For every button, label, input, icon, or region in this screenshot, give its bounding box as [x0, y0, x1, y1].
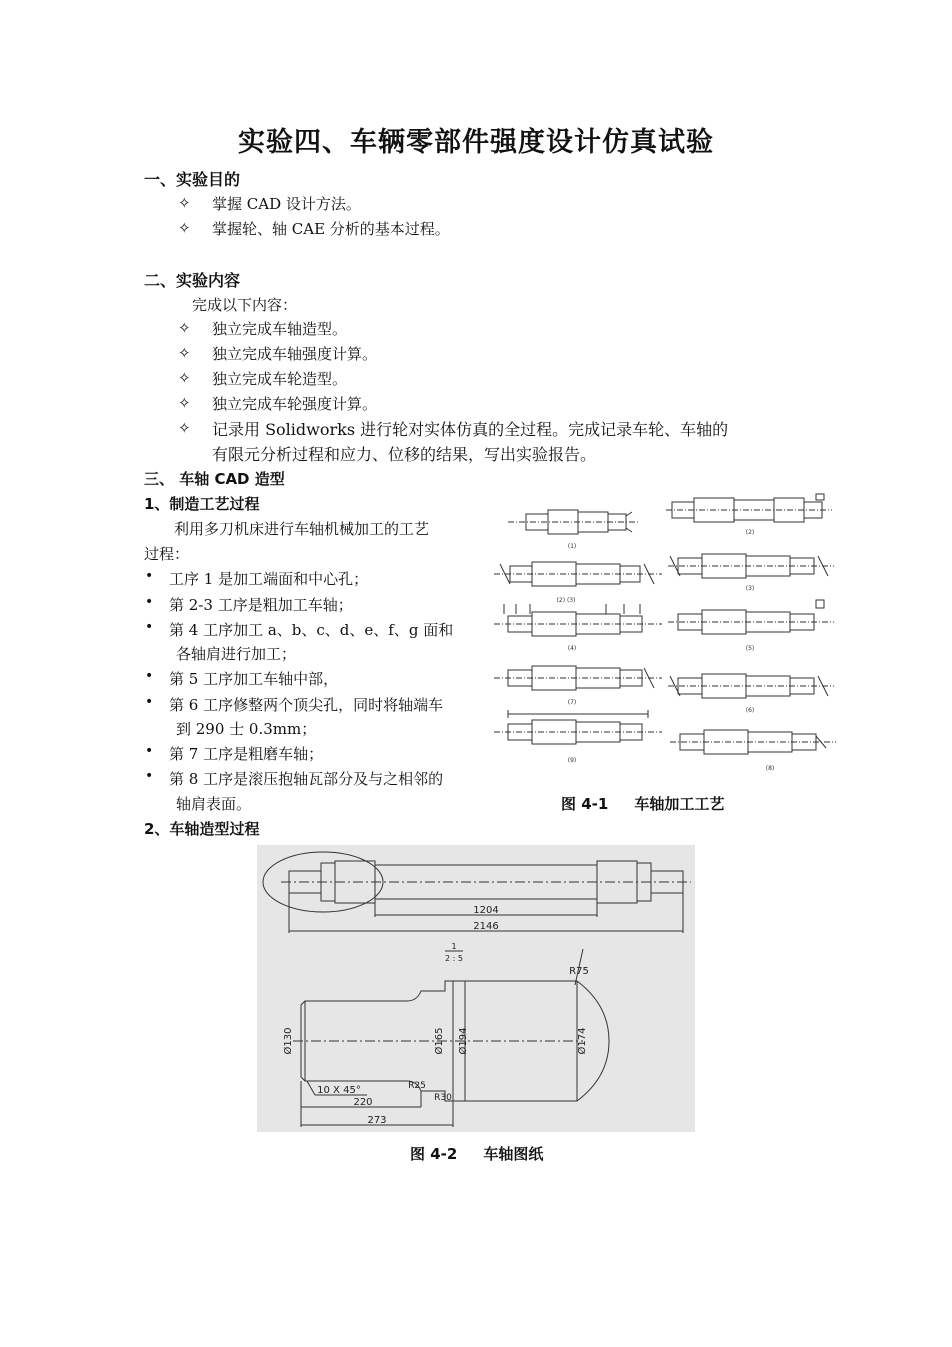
- section-3-heading: 三、 车轴 CAD 造型: [144, 470, 285, 488]
- diamond-bullet-icon: ✧: [178, 419, 191, 437]
- panel-label: (3): [745, 585, 755, 592]
- bullet-dot-icon: •: [145, 743, 154, 759]
- bullet-dot-icon: •: [145, 668, 154, 684]
- panel-label: (5): [745, 645, 755, 652]
- bullet-dot-icon: •: [145, 694, 154, 710]
- diamond-bullet-icon: ✧: [178, 194, 191, 212]
- diamond-bullet-icon: ✧: [178, 219, 191, 237]
- axle-machining-process-figure: [488, 486, 840, 782]
- objective-item: 掌握 CAD 设计方法。: [212, 195, 361, 213]
- panel-label: (1): [567, 543, 577, 550]
- bullet-dot-icon: •: [145, 594, 154, 610]
- dim-2146: 2146: [473, 921, 499, 932]
- process-sketch-6: [668, 600, 834, 634]
- bullet-dot-icon: •: [145, 619, 154, 635]
- process-step: 第 5 工序加工车轴中部，: [169, 670, 339, 688]
- content-item: 独立完成车轮造型。: [212, 370, 348, 388]
- panel-label: (6): [745, 707, 755, 714]
- panel-label: (2): [745, 529, 755, 536]
- panel-label: (8): [765, 765, 775, 772]
- dim-chamfer: 10 X 45°: [317, 1085, 361, 1096]
- process-step-continuation: 轴肩表面。: [176, 795, 252, 813]
- process-intro: 利用多刀机床进行车轴机械加工的工艺: [174, 520, 430, 538]
- content-item: 独立完成车轴强度计算。: [212, 345, 378, 363]
- process-sketch-7: [494, 666, 662, 690]
- section-2-heading: 二、实验内容: [144, 271, 241, 290]
- scale-numerator: 1: [451, 942, 457, 951]
- dim-phi174: Ø174: [577, 1027, 588, 1055]
- process-step: 第 4 工序加工 a、b、c、d、e、f、g 面和: [169, 621, 454, 639]
- dim-r30: R30: [434, 1093, 452, 1103]
- subsection-2-heading: 2、车轴造型过程: [144, 820, 260, 838]
- content-item: 记录用 Solidworks 进行轮对实体仿真的全过程。完成记录车轮、车轴的: [212, 420, 729, 439]
- dim-r25: R25: [408, 1081, 426, 1091]
- process-sketch-9: [494, 710, 662, 744]
- process-sketch-1: [508, 510, 638, 534]
- content-item: 独立完成车轮强度计算。: [212, 395, 378, 413]
- bullet-dot-icon: •: [145, 568, 154, 584]
- figure-4-1-caption: 图 4-1 车轴加工工艺: [561, 795, 725, 813]
- dim-220: 220: [353, 1097, 373, 1108]
- diamond-bullet-icon: ✧: [178, 369, 191, 387]
- process-intro-continued: 过程：: [144, 545, 190, 563]
- figure-4-2-caption: 图 4-2 车轴图纸: [410, 1145, 544, 1163]
- content-item-continuation: 有限元分析过程和应力、位移的结果，写出实验报告。: [212, 445, 597, 464]
- content-item: 独立完成车轴造型。: [212, 320, 348, 338]
- page-title: 实验四、车辆零部件强度设计仿真试验: [238, 127, 714, 158]
- section-1-heading: 一、实验目的: [144, 170, 241, 189]
- process-step: 第 7 工序是粗磨车轴；: [169, 745, 324, 763]
- process-step: 工序 1 是加工端面和中心孔；: [169, 570, 369, 588]
- process-sketch-8: [668, 674, 834, 698]
- dim-r75: R75: [569, 966, 589, 977]
- process-sketch-4: [668, 554, 834, 578]
- diamond-bullet-icon: ✧: [178, 344, 191, 362]
- dim-phi165: Ø165: [434, 1027, 445, 1055]
- section-2-intro: 完成以下内容：: [192, 296, 298, 314]
- subsection-1-heading: 1、制造工艺过程: [144, 495, 260, 513]
- panel-label: (9): [567, 757, 577, 764]
- process-sketch-10: [670, 730, 836, 754]
- panel-label: (2) (3): [556, 597, 576, 604]
- process-sketch-3: [494, 562, 662, 586]
- panel-label: (4): [567, 645, 577, 652]
- dim-phi194: Ø194: [458, 1027, 469, 1055]
- dim-273: 273: [367, 1115, 387, 1126]
- bullet-dot-icon: •: [145, 768, 154, 784]
- process-sketch-5: [494, 604, 662, 636]
- axle-drawing-figure: [257, 845, 695, 1132]
- process-step: 第 2-3 工序是粗加工车轴；: [169, 596, 353, 614]
- process-step: 第 6 工序修整两个顶尖孔，同时将轴端车: [169, 696, 444, 714]
- dim-phi130: Ø130: [283, 1027, 294, 1055]
- dim-1204: 1204: [473, 905, 499, 916]
- process-step-continuation: 到 290 士 0.3mm；: [176, 720, 317, 738]
- scale-denominator: 2 : 5: [445, 954, 463, 963]
- objective-item: 掌握轮、轴 CAE 分析的基本过程。: [212, 220, 450, 238]
- process-step: 第 8 工序是滚压抱轴瓦部分及与之相邻的: [169, 770, 444, 788]
- diamond-bullet-icon: ✧: [178, 394, 191, 412]
- process-sketch-2: [666, 494, 832, 522]
- panel-label: (7): [567, 699, 577, 706]
- diamond-bullet-icon: ✧: [178, 319, 191, 337]
- process-step-continuation: 各轴肩进行加工；: [176, 645, 297, 663]
